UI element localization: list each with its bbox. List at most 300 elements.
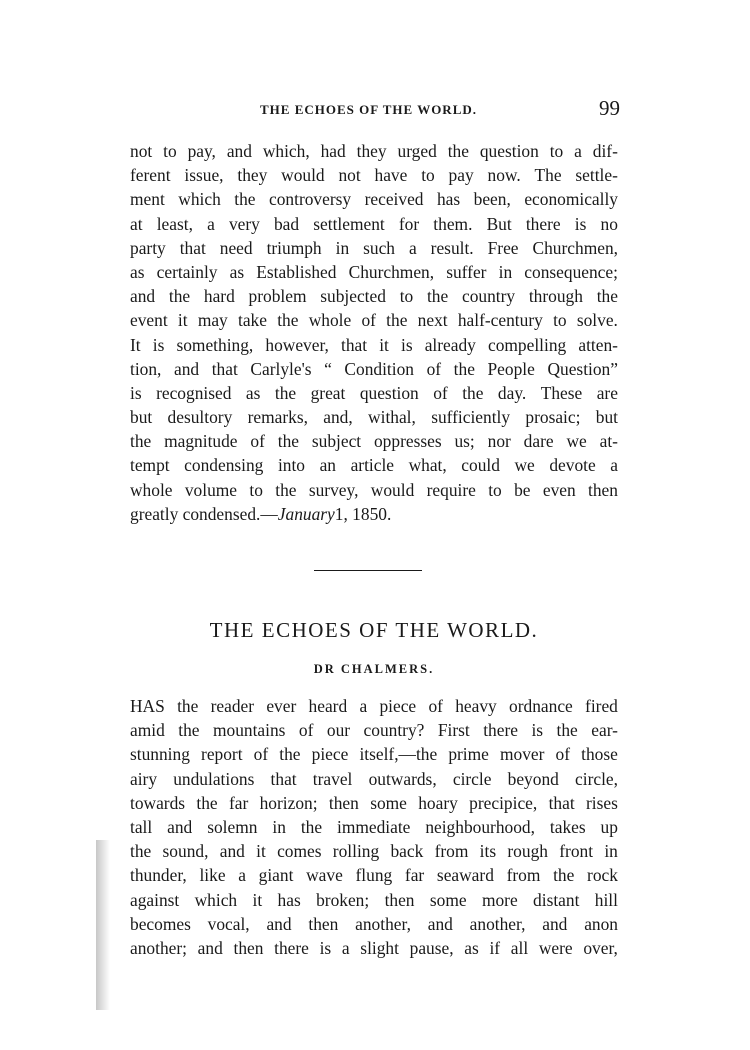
word: a <box>574 141 582 161</box>
word: of <box>361 310 376 331</box>
word: what, <box>408 455 447 476</box>
word: mountains <box>212 720 286 741</box>
word: in <box>335 237 350 258</box>
word: have <box>374 165 408 186</box>
word: they <box>237 165 268 186</box>
word: like <box>199 865 226 886</box>
word: remarks, <box>247 407 308 428</box>
word: tall <box>130 816 153 837</box>
word: beyond <box>507 768 559 789</box>
word: a <box>610 455 618 476</box>
word: Churchmen, <box>532 237 618 258</box>
word: the <box>556 720 578 741</box>
word: heavy <box>455 696 497 716</box>
word: and <box>130 286 156 307</box>
word: there <box>483 720 518 741</box>
word: a <box>238 865 246 886</box>
word: the <box>277 310 299 331</box>
word: consequence; <box>524 261 618 282</box>
word: back <box>390 841 424 862</box>
continued-paragraph-last-line <box>130 502 618 526</box>
continued-paragraph <box>130 139 618 502</box>
word: anon <box>584 913 618 934</box>
word: the <box>596 286 618 307</box>
word: in <box>498 261 513 282</box>
word: volume <box>184 479 238 500</box>
word: would <box>281 165 325 186</box>
word: something, <box>176 334 254 355</box>
word: and <box>174 358 200 379</box>
word: wave <box>306 865 343 886</box>
word: question <box>359 382 419 403</box>
word: hill <box>594 889 618 910</box>
word: But <box>486 213 512 234</box>
text-line <box>130 815 618 839</box>
text-line <box>130 236 618 260</box>
word: towards <box>130 792 186 813</box>
word: half-century <box>457 310 543 331</box>
word: undulations <box>173 768 255 789</box>
word: far <box>404 865 425 886</box>
word: that <box>211 358 238 379</box>
word: not <box>338 165 361 186</box>
date-month: January <box>277 504 335 524</box>
word: it <box>256 841 266 862</box>
word: oppresses <box>373 431 442 452</box>
word: and, <box>323 407 353 428</box>
word: rolling <box>332 841 380 862</box>
word: ever <box>266 696 297 716</box>
word: us; <box>454 431 475 452</box>
word: at <box>130 213 143 234</box>
word: Free <box>487 237 519 258</box>
word: subjected <box>320 286 386 307</box>
word: travel <box>312 768 353 789</box>
word: they <box>356 141 387 161</box>
word: whole <box>308 310 352 331</box>
word: which <box>178 189 221 210</box>
word: reader <box>210 696 255 716</box>
word: take <box>238 310 267 331</box>
text-line <box>130 936 618 960</box>
word: then <box>308 913 339 934</box>
word: slight <box>360 937 399 958</box>
word: great <box>310 382 346 403</box>
word: which, <box>262 141 310 161</box>
word: atten- <box>578 334 618 355</box>
text-line <box>130 839 618 863</box>
word: were <box>538 937 573 958</box>
word: as <box>245 382 261 403</box>
word: the <box>279 744 301 765</box>
word: devote <box>549 455 596 476</box>
word: country? <box>363 720 425 741</box>
text-line <box>130 453 618 477</box>
word: already <box>424 334 476 355</box>
word: article <box>350 455 395 476</box>
word: an <box>319 455 336 476</box>
word: if <box>489 937 501 958</box>
word: those <box>581 744 618 765</box>
word: is <box>531 720 544 741</box>
word: party <box>130 237 166 258</box>
word: a <box>408 237 417 258</box>
word: solemn <box>207 816 258 837</box>
word: to <box>399 286 414 307</box>
word: and <box>197 937 223 958</box>
word: desultory <box>167 407 233 428</box>
word: that <box>548 792 575 813</box>
word: the <box>462 382 484 403</box>
word: in <box>604 841 618 862</box>
word: People <box>487 358 535 379</box>
word: magnitude <box>164 431 238 452</box>
word: pause, <box>409 937 454 958</box>
word: economically <box>524 189 618 210</box>
word: and <box>542 913 568 934</box>
word: into <box>277 455 306 476</box>
word: be <box>514 479 531 500</box>
text-line <box>130 381 618 405</box>
word: against <box>130 889 180 910</box>
word: then <box>384 889 415 910</box>
text-line <box>130 767 618 791</box>
word: Established <box>256 261 337 282</box>
word: there <box>525 213 561 234</box>
word: to <box>421 165 435 186</box>
word: Churchmen, <box>348 261 435 282</box>
word: as <box>229 261 245 282</box>
word: airy <box>130 768 158 789</box>
word: there <box>274 937 309 958</box>
word: it <box>177 310 188 331</box>
word: may <box>197 310 228 331</box>
word: the <box>300 816 323 837</box>
word: certainly <box>156 261 218 282</box>
word: of <box>250 431 265 452</box>
word: compelling <box>487 334 567 355</box>
word: to <box>549 141 564 161</box>
word: next <box>417 310 448 331</box>
word: to <box>488 479 502 500</box>
word: urged <box>397 141 437 161</box>
word: a <box>359 696 368 716</box>
word: a <box>341 937 350 958</box>
word: then <box>328 792 359 813</box>
word: as <box>130 261 145 282</box>
word: more <box>481 889 518 910</box>
word: withal, <box>368 407 416 428</box>
word: ment <box>130 189 165 210</box>
word: rough <box>507 841 548 862</box>
word: that <box>270 768 297 789</box>
word: received <box>364 189 424 210</box>
word: whole <box>130 479 173 500</box>
word: It <box>130 334 141 355</box>
word: sound, <box>162 841 209 862</box>
word: the <box>130 431 152 452</box>
word: dif- <box>592 141 618 161</box>
word: condensing <box>184 455 264 476</box>
word: our <box>326 720 351 741</box>
word: the <box>275 479 297 500</box>
word: the <box>277 431 299 452</box>
word: to <box>553 310 567 331</box>
word: neighbourhood, <box>425 816 535 837</box>
word: nor <box>487 431 511 452</box>
word: piece <box>311 744 349 765</box>
text-line <box>130 163 618 187</box>
word: controversy <box>269 189 352 210</box>
text-line <box>130 912 618 936</box>
word: very <box>228 213 260 234</box>
word: of <box>298 720 314 741</box>
word: is <box>130 382 142 403</box>
word: subject <box>311 431 362 452</box>
word: question <box>479 141 539 161</box>
word: all <box>510 937 529 958</box>
text-line <box>130 429 618 453</box>
word: could <box>461 455 500 476</box>
text-line <box>130 284 618 308</box>
word: been, <box>473 189 511 210</box>
word: is <box>400 334 413 355</box>
word: for <box>398 213 420 234</box>
word: event <box>130 310 168 331</box>
word: flung <box>355 865 393 886</box>
word: giant <box>258 865 294 886</box>
word: circle <box>452 768 492 789</box>
word: and <box>427 913 453 934</box>
word: some <box>429 889 467 910</box>
word: pay, <box>187 141 216 161</box>
word: HAS <box>130 696 165 716</box>
word: no <box>600 213 618 234</box>
page-number: 99 <box>599 96 620 120</box>
word: over, <box>583 937 618 958</box>
word: and <box>167 816 193 837</box>
word: and <box>219 841 245 862</box>
word: sufficiently <box>431 407 511 428</box>
word: the <box>447 141 469 161</box>
word: tion, <box>130 358 162 379</box>
word: are <box>596 382 618 403</box>
word: The <box>534 165 562 186</box>
word: has <box>436 189 461 210</box>
word: suffer <box>446 261 487 282</box>
word: through <box>528 286 583 307</box>
word: would <box>370 479 415 500</box>
running-head-title: THE ECHOES OF THE WORLD. <box>260 102 478 117</box>
word: to <box>163 141 177 161</box>
word: immediate <box>336 816 411 837</box>
word: has <box>277 889 301 910</box>
word: then <box>233 937 264 958</box>
word: vocal, <box>207 913 250 934</box>
word: from <box>506 865 541 886</box>
word: and <box>226 141 252 161</box>
word: that <box>341 334 368 355</box>
text-line <box>130 357 618 381</box>
section-subtitle: DR CHALMERS. <box>313 662 435 676</box>
text-line <box>130 187 618 211</box>
word: the <box>234 189 256 210</box>
word: the <box>196 792 218 813</box>
word: the <box>177 696 199 716</box>
text-line <box>130 212 618 236</box>
word: least, <box>156 213 193 234</box>
word: the <box>553 865 575 886</box>
word: ordnance <box>509 696 573 716</box>
word: them. <box>433 213 473 234</box>
word: another, <box>355 913 411 934</box>
word: the <box>274 382 297 403</box>
word: is <box>152 334 165 355</box>
word: another, <box>469 913 526 934</box>
text-line <box>130 260 618 284</box>
word: which <box>194 889 238 910</box>
word: comes <box>277 841 322 862</box>
text-line <box>130 694 618 718</box>
word: “ <box>324 358 332 379</box>
word: is <box>319 937 332 958</box>
text-line <box>130 718 618 742</box>
word: piece <box>379 696 417 716</box>
word: Question” <box>547 358 618 379</box>
word: precipice, <box>469 792 538 813</box>
word: far <box>228 792 249 813</box>
text-line <box>130 139 618 163</box>
word: is <box>574 213 587 234</box>
word: some <box>370 792 407 813</box>
word: ferent <box>130 165 171 186</box>
word: amid <box>130 720 165 741</box>
text-line <box>130 742 618 766</box>
word: as <box>464 937 479 958</box>
word: hoary <box>418 792 458 813</box>
section-divider <box>314 570 422 571</box>
text-line <box>130 863 618 887</box>
word: the <box>130 841 152 862</box>
word: settle- <box>575 165 618 186</box>
word: tempt <box>130 455 170 476</box>
word: bad <box>273 213 300 234</box>
word: rises <box>585 792 618 813</box>
word: the <box>386 310 408 331</box>
word: takes <box>549 816 586 837</box>
word: fired <box>585 696 618 716</box>
word: seaward <box>436 865 494 886</box>
word: becomes <box>130 913 191 934</box>
word: mover <box>500 744 545 765</box>
word: require <box>426 479 476 500</box>
word: from <box>434 841 469 862</box>
word: it <box>252 889 263 910</box>
word: settlement <box>313 213 385 234</box>
word: but <box>130 407 153 428</box>
word: pay <box>448 165 474 186</box>
word: problem <box>248 286 307 307</box>
word: now. <box>487 165 521 186</box>
word: of <box>426 358 442 379</box>
word: up <box>600 816 618 837</box>
word: country <box>461 286 516 307</box>
word: day. <box>497 382 527 403</box>
word: report <box>201 744 243 765</box>
word: at- <box>599 431 618 452</box>
word: we <box>566 431 587 452</box>
word: horizon; <box>259 792 318 813</box>
word: thunder, <box>130 865 187 886</box>
word: broken; <box>316 889 370 910</box>
word: recognised <box>156 382 232 403</box>
word: its <box>479 841 497 862</box>
word: distant <box>533 889 580 910</box>
word: ear- <box>591 720 618 741</box>
text-line <box>130 791 618 815</box>
text-line <box>130 888 618 912</box>
word: rock <box>587 865 618 886</box>
word: need <box>219 237 253 258</box>
word: of <box>433 382 448 403</box>
closing-text: greatly condensed.— <box>130 504 278 524</box>
word: First <box>437 720 470 741</box>
section-title: THE ECHOES OF THE WORLD. <box>209 618 539 642</box>
page-edge-shadow <box>96 840 110 1010</box>
word: itself,—the <box>359 744 438 765</box>
word: then <box>588 479 618 500</box>
word: triumph <box>266 237 322 258</box>
text-line <box>130 478 618 502</box>
word: front <box>559 841 594 862</box>
word: dare <box>523 431 554 452</box>
word: Condition <box>344 358 414 379</box>
text-line <box>130 308 618 332</box>
word: a <box>207 213 215 234</box>
word: These <box>540 382 583 403</box>
word: had <box>320 141 346 161</box>
word: to <box>249 479 263 500</box>
word: we <box>514 455 535 476</box>
word: however, <box>265 334 329 355</box>
text-line <box>130 333 618 357</box>
word: outwards, <box>368 768 437 789</box>
word: of <box>428 696 443 716</box>
word: issue, <box>184 165 224 186</box>
date-rest: 1, 1850. <box>334 504 392 524</box>
word: it <box>379 334 389 355</box>
text-line <box>130 405 618 429</box>
word: Carlyle's <box>250 358 312 379</box>
word: of <box>253 744 269 765</box>
word: the <box>426 286 449 307</box>
word: that <box>179 237 206 258</box>
word: circle, <box>575 768 618 789</box>
word: solve. <box>576 310 618 331</box>
word: such <box>363 237 395 258</box>
word: but <box>595 407 618 428</box>
word: the <box>178 720 200 741</box>
word: the <box>168 286 191 307</box>
word: hard <box>203 286 235 307</box>
word: the <box>453 358 475 379</box>
word: prime <box>448 744 489 765</box>
word: another; <box>130 937 187 958</box>
word: and <box>266 913 292 934</box>
word: result. <box>430 237 474 258</box>
word: of <box>555 744 571 765</box>
word: stunning <box>130 744 190 765</box>
